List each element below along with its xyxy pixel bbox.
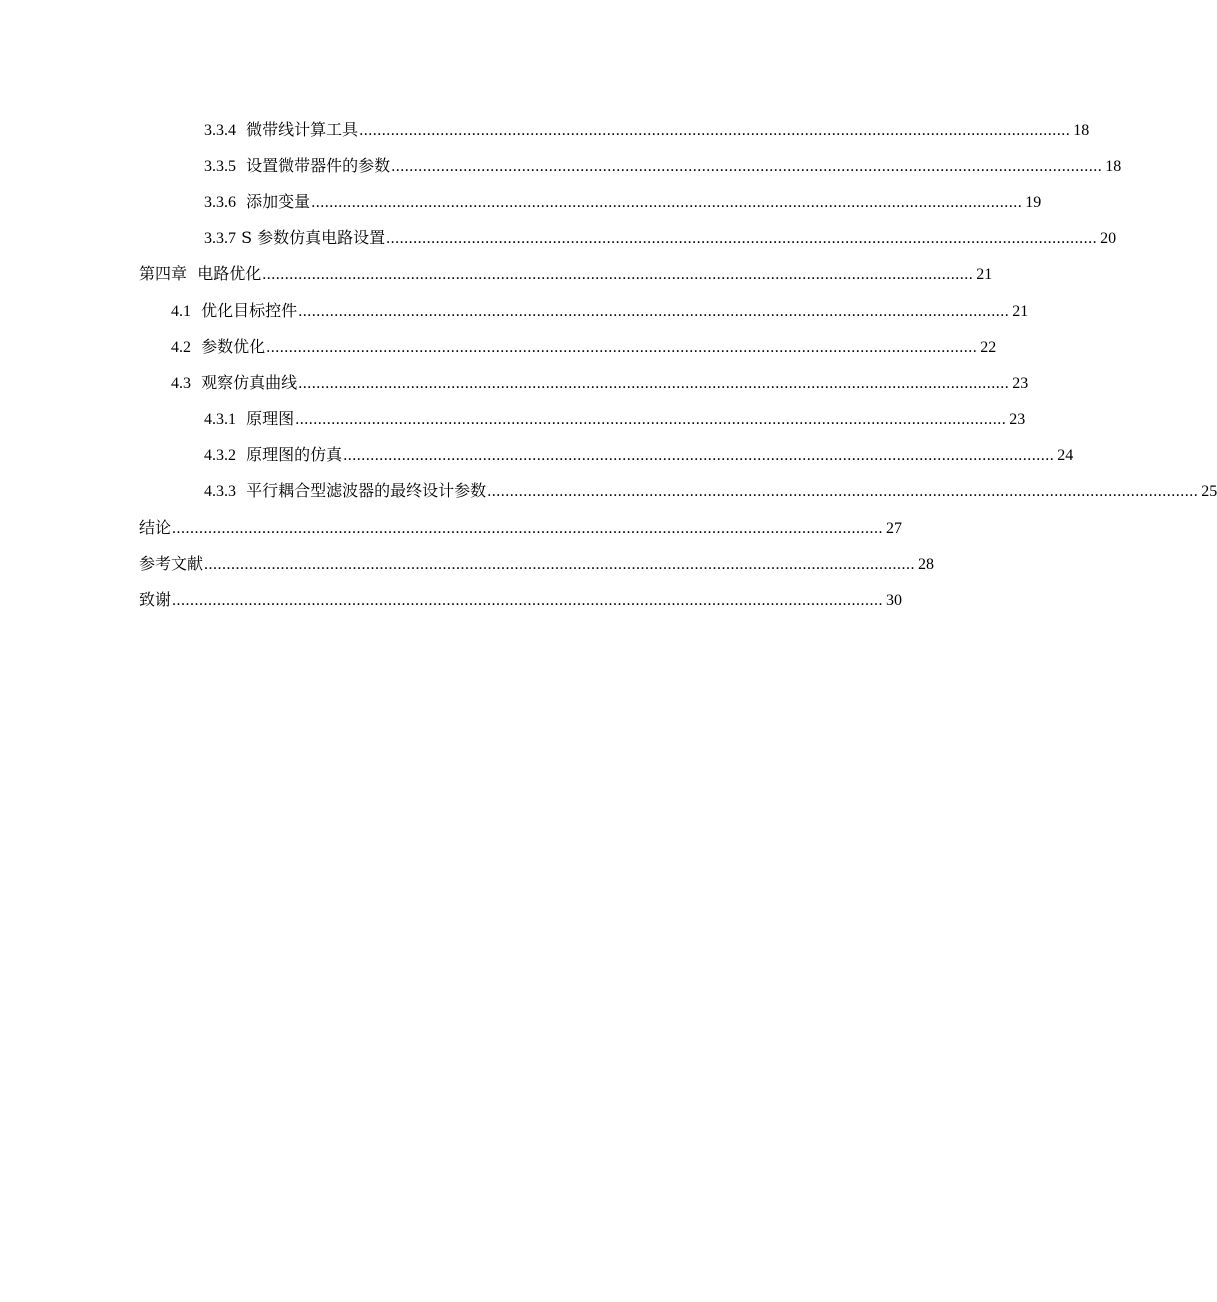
dot-leader: .............................................................................................................................................................. xyxy=(262,266,974,284)
toc-entry-page: 30 xyxy=(886,592,903,610)
toc-entry-number: 3.3.4 xyxy=(204,121,236,139)
dot-leader: .............................................................................................................................................................. xyxy=(359,121,1071,139)
toc-entry-page: 18 xyxy=(1073,121,1090,139)
dot-leader: .............................................................................................................................................................. xyxy=(391,157,1103,175)
toc-entry-page: 19 xyxy=(1025,193,1042,211)
toc-entry-title: 参数优化 xyxy=(201,336,266,356)
dot-leader: .............................................................................................................................................................. xyxy=(172,519,884,537)
toc-entry-title: 添加变量 xyxy=(246,191,311,211)
toc-entry-title: 原理图的仿真 xyxy=(246,445,343,465)
toc-entry-3-3-7[interactable] xyxy=(0,221,1117,257)
toc-entry-title: 致谢 xyxy=(139,590,172,610)
toc-entry-title: 原理图 xyxy=(246,409,295,429)
dot-leader: .............................................................................................................................................................. xyxy=(266,338,978,356)
toc-entry-4-3[interactable] xyxy=(0,365,1029,401)
table-of-contents xyxy=(0,112,1217,619)
toc-entry-number: 第四章 xyxy=(139,264,188,284)
toc-entry-conclusion[interactable] xyxy=(0,510,920,546)
dot-leader: .............................................................................................................................................................. xyxy=(204,555,916,573)
dot-leader: .............................................................................................................................................................. xyxy=(311,193,1023,211)
toc-entry-number: 4.3.2 xyxy=(204,447,236,465)
dot-leader: .............................................................................................................................................................. xyxy=(343,447,1055,465)
toc-entry-number: 4.1 xyxy=(171,302,191,320)
toc-entry-page: 20 xyxy=(1100,230,1117,248)
toc-entry-number: 4.3.1 xyxy=(204,411,236,429)
toc-entry-page: 28 xyxy=(918,555,935,573)
toc-entry-acknowledgements[interactable] xyxy=(0,582,920,618)
toc-entry-number: 4.2 xyxy=(171,338,191,356)
toc-entry-title: 设置微带器件的参数 xyxy=(246,155,391,175)
dot-leader: .............................................................................................................................................................. xyxy=(386,230,1098,248)
toc-entry-title: 观察仿真曲线 xyxy=(201,372,298,392)
dot-leader: .............................................................................................................................................................. xyxy=(295,411,1007,429)
toc-entry-4-3-1[interactable] xyxy=(0,402,1026,438)
dot-leader: .............................................................................................................................................................. xyxy=(172,592,884,610)
dot-leader: .............................................................................................................................................................. xyxy=(487,483,1199,501)
toc-entry-page: 24 xyxy=(1057,447,1074,465)
dot-leader: .............................................................................................................................................................. xyxy=(298,374,1010,392)
toc-entry-title: 结论 xyxy=(139,517,172,537)
toc-entry-number: 4.3.3 xyxy=(204,483,236,501)
toc-entry-title: 微带线计算工具 xyxy=(246,119,359,139)
toc-entry-page: 21 xyxy=(976,266,993,284)
toc-entry-page: 21 xyxy=(1012,302,1029,320)
toc-entry-3-3-5[interactable] xyxy=(0,148,1122,184)
toc-entry-title: 平行耦合型滤波器的最终设计参数 xyxy=(246,481,487,501)
toc-entry-page: 25 xyxy=(1201,483,1217,501)
toc-entry-4-3-2[interactable] xyxy=(0,438,1074,474)
toc-entry-title: 优化目标控件 xyxy=(201,300,298,320)
toc-entry-4-3-3[interactable] xyxy=(0,474,1217,510)
toc-entry-4-1[interactable] xyxy=(0,293,1029,329)
toc-entry-number: 3.3.6 xyxy=(204,193,236,211)
toc-entry-references[interactable] xyxy=(0,546,935,582)
toc-entry-3-3-6[interactable] xyxy=(0,184,1042,220)
toc-entry-3-3-4[interactable] xyxy=(0,112,1090,148)
dot-leader: .............................................................................................................................................................. xyxy=(298,302,1010,320)
toc-entry-title: 参考文献 xyxy=(139,553,204,573)
toc-entry-4-2[interactable] xyxy=(0,329,997,365)
toc-entry-page: 23 xyxy=(1009,411,1026,429)
toc-entry-page: 18 xyxy=(1105,157,1122,175)
toc-entry-number: 3.3.7 xyxy=(204,230,236,248)
toc-entry-number: 3.3.5 xyxy=(204,157,236,175)
toc-entry-number: 4.3 xyxy=(171,374,191,392)
toc-entry-page: 27 xyxy=(886,519,903,537)
toc-entry-chapter-4[interactable] xyxy=(0,257,993,293)
toc-entry-page: 23 xyxy=(1012,374,1029,392)
toc-entry-page: 22 xyxy=(980,338,997,356)
toc-entry-title: S 参数仿真电路设置 xyxy=(241,228,386,248)
toc-entry-title: 电路优化 xyxy=(197,264,262,284)
